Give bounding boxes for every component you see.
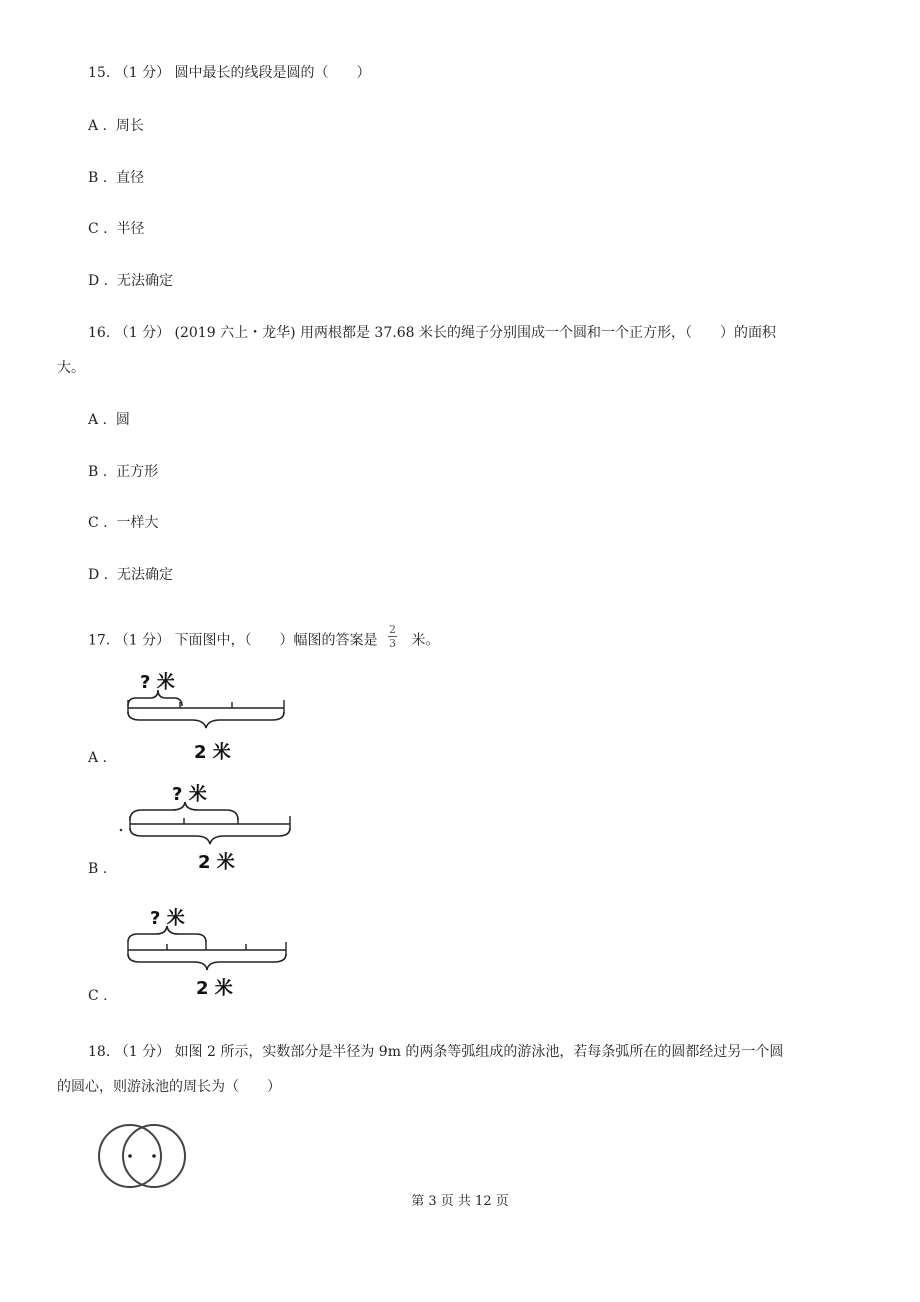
option-text: 正方形 bbox=[116, 464, 159, 480]
bottom-brace bbox=[128, 712, 284, 728]
bottom-brace bbox=[130, 828, 290, 844]
question-17-stem bbox=[88, 623, 440, 653]
q18-pool-figure bbox=[96, 1122, 196, 1192]
q15-option-a[interactable] bbox=[88, 116, 144, 136]
option-label: A . bbox=[88, 412, 108, 428]
figure-top-label: ? 米 bbox=[140, 672, 175, 693]
q17-option-b[interactable]: B . bbox=[88, 861, 108, 877]
option-label: D . bbox=[88, 273, 109, 289]
option-text: 直径 bbox=[116, 170, 145, 186]
q17-figure-a[interactable] bbox=[120, 668, 300, 764]
q15-option-b[interactable] bbox=[88, 168, 144, 188]
q16-option-d[interactable] bbox=[88, 565, 173, 585]
figure-top-label: ? 米 bbox=[172, 784, 207, 805]
question-15-stem bbox=[88, 63, 371, 83]
option-label: B . bbox=[88, 170, 108, 186]
option-label: C . bbox=[88, 515, 108, 531]
fraction-two-thirds bbox=[388, 624, 397, 649]
fraction-numerator: 2 bbox=[388, 623, 396, 636]
question-score: （1 分） bbox=[114, 325, 171, 341]
page-footer: 第 3 页 共 12 页 bbox=[411, 1194, 509, 1209]
q17-option-a[interactable]: A . bbox=[88, 750, 108, 766]
question-18-stem-continued: 的圆心，则游泳池的周长为（ ） bbox=[57, 1079, 281, 1095]
figure-top-label: ? 米 bbox=[150, 908, 185, 929]
q15-option-c[interactable] bbox=[88, 219, 145, 239]
q17-figure-c[interactable] bbox=[120, 902, 296, 1000]
question-score: （1 分） bbox=[114, 632, 171, 649]
figure-bottom-label: 2 米 bbox=[198, 852, 235, 873]
fraction-denominator: 3 bbox=[388, 637, 396, 650]
question-text: 如图 2 所示，实数部分是半径为 9m 的两条等弧组成的游泳池，若每条弧所在的圆都经过另一个圆 bbox=[174, 1044, 784, 1060]
stray-dot bbox=[120, 829, 123, 832]
question-number: 16. bbox=[88, 325, 111, 341]
option-text: 无法确定 bbox=[117, 273, 174, 289]
figure-bottom-label: 2 米 bbox=[194, 742, 231, 763]
question-number: 17. bbox=[88, 632, 111, 649]
option-label: D . bbox=[88, 567, 109, 583]
option-label: B . bbox=[88, 464, 108, 480]
q16-option-b[interactable] bbox=[88, 462, 158, 482]
bottom-brace bbox=[128, 954, 286, 970]
option-text: 周长 bbox=[115, 118, 144, 134]
question-number: 18. bbox=[88, 1044, 111, 1060]
q15-option-d[interactable] bbox=[88, 271, 173, 291]
q17-figure-b[interactable] bbox=[118, 778, 304, 874]
question-number: 15. bbox=[88, 65, 111, 81]
question-text: 圆中最长的线段是圆的（ ） bbox=[174, 65, 371, 81]
question-score: （1 分） bbox=[114, 1044, 171, 1060]
question-16-stem-continued: 大。 bbox=[57, 360, 85, 376]
right-center-dot bbox=[152, 1154, 156, 1158]
top-brace bbox=[130, 802, 238, 820]
option-label: A . bbox=[88, 118, 108, 134]
left-center-dot bbox=[128, 1154, 132, 1158]
figure-bottom-label: 2 米 bbox=[196, 978, 233, 999]
top-brace bbox=[128, 926, 206, 942]
option-text: 一样大 bbox=[116, 515, 159, 531]
question-score: （1 分） bbox=[114, 65, 171, 81]
question-18-stem bbox=[88, 1042, 783, 1062]
question-text-unit: 米。 bbox=[411, 632, 440, 649]
option-text: 无法确定 bbox=[117, 567, 174, 583]
option-label: C . bbox=[88, 221, 108, 237]
q16-option-a[interactable] bbox=[88, 410, 130, 430]
option-text: 半径 bbox=[116, 221, 145, 237]
question-16-stem bbox=[88, 323, 776, 343]
q17-option-c[interactable]: C . bbox=[88, 988, 108, 1004]
question-text: (2019 六上・龙华) 用两根都是 37.68 米长的绳子分别围成一个圆和一个正方形，（ ）的面积 bbox=[174, 325, 776, 341]
option-text: 圆 bbox=[115, 412, 130, 428]
q16-option-c[interactable] bbox=[88, 513, 159, 533]
question-text: 下面图中，（ ）幅图的答案是 bbox=[174, 632, 378, 649]
